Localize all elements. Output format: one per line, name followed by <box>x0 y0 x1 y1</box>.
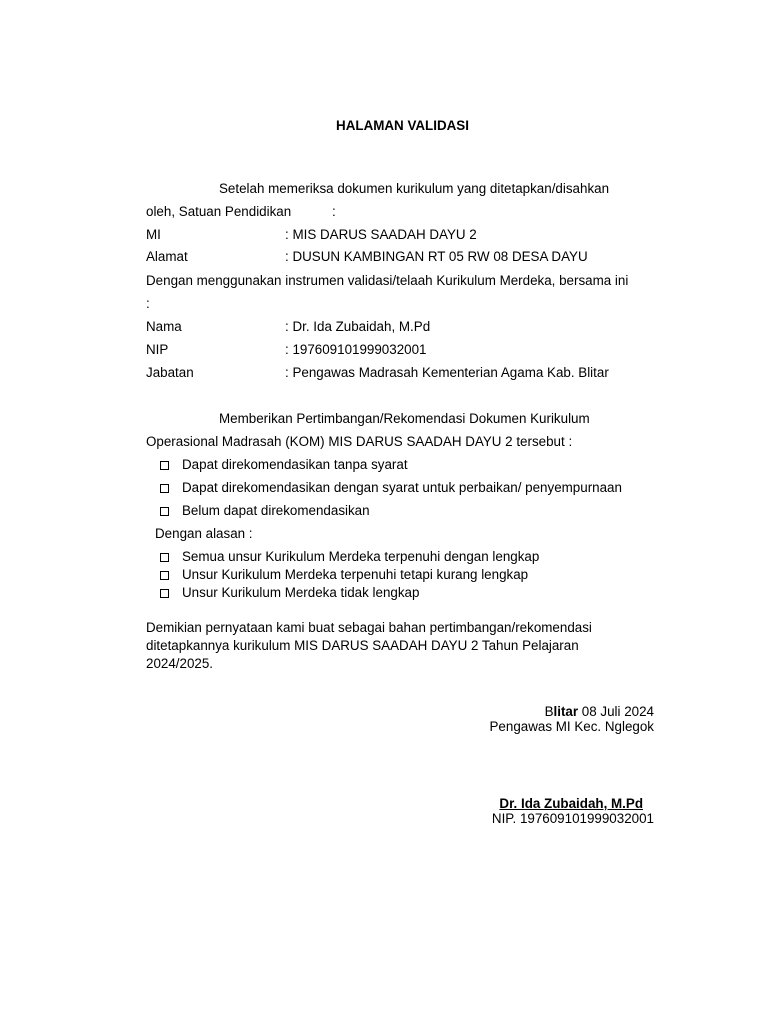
recommendation-option[interactable] <box>160 457 408 473</box>
recommendation-option[interactable] <box>160 503 370 519</box>
signature-date: 08 Juli 2024 <box>578 704 654 719</box>
checkbox-icon[interactable] <box>160 484 169 493</box>
reason-option[interactable] <box>160 549 539 565</box>
intro-line-1: Setelah memeriksa dokumen kurikulum yang ditetapkan/disahkan <box>219 181 610 196</box>
intro-line-2-label: oleh, Satuan Pendidikan <box>146 204 292 219</box>
reasons-label: Dengan alasan : <box>155 526 253 541</box>
recommendation-option-label: Dapat direkomendasikan dengan syarat untuk perbaikan/ penyempurnaan <box>182 480 622 495</box>
closing-line-1: Demikian pernyataan kami buat sebagai bahan pertimbangan/rekomendasi <box>146 620 592 635</box>
school-value-address: : DUSUN KAMBINGAN RT 05 RW 08 DESA DAYU <box>285 249 588 264</box>
school-label-mi: MI <box>146 227 161 242</box>
signature-name: Dr. Ida Zubaidah, M.Pd <box>499 796 643 811</box>
instrument-line-2: : <box>146 296 150 311</box>
signature-nip: NIP. 197609101999032001 <box>491 811 654 826</box>
validator-value-position: : Pengawas Madrasah Kementerian Agama Kab. Blitar <box>285 365 609 380</box>
signature-place-rest: litar <box>553 704 579 719</box>
checkbox-icon[interactable] <box>160 571 169 580</box>
school-value-mi: : MIS DARUS SAADAH DAYU 2 <box>285 227 477 242</box>
validator-value-nip: : 197609101999032001 <box>285 342 427 357</box>
recommendation-option-label: Dapat direkomendasikan tanpa syarat <box>182 457 408 472</box>
reason-option[interactable] <box>160 567 528 583</box>
recommendation-line-1: Memberikan Pertimbangan/Rekomendasi Dokumen Kurikulum <box>219 411 590 426</box>
closing-line-2: ditetapkannya kurikulum MIS DARUS SAADAH DAYU 2 Tahun Pelajaran <box>146 638 579 653</box>
instrument-line-1: Dengan menggunakan instrumen validasi/telaah Kurikulum Merdeka, bersama ini <box>146 273 629 288</box>
checkbox-icon[interactable] <box>160 553 169 562</box>
page-title: HALAMAN VALIDASI <box>336 118 469 133</box>
checkbox-icon[interactable] <box>160 589 169 598</box>
checkbox-icon[interactable] <box>160 461 169 470</box>
closing-line-3: 2024/2025. <box>146 656 214 671</box>
recommendation-option-label: Belum dapat direkomendasikan <box>182 503 370 518</box>
checkbox-icon[interactable] <box>160 507 169 516</box>
reason-option[interactable] <box>160 585 419 601</box>
signature-role: Pengawas MI Kec. Nglegok <box>489 719 654 734</box>
validator-label-position: Jabatan <box>146 365 194 380</box>
reason-option-label: Unsur Kurikulum Merdeka tidak lengkap <box>182 585 420 600</box>
signature-place-date <box>440 704 654 720</box>
reason-option-label: Unsur Kurikulum Merdeka terpenuhi tetapi kurang lengkap <box>182 567 529 582</box>
reason-option-label: Semua unsur Kurikulum Merdeka terpenuhi dengan lengkap <box>182 549 540 564</box>
intro-line-2-colon: : <box>332 204 336 219</box>
validator-value-name: : Dr. Ida Zubaidah, M.Pd <box>285 319 431 334</box>
recommendation-option[interactable] <box>160 480 622 496</box>
validator-label-nip: NIP <box>146 342 169 357</box>
recommendation-line-2: Operasional Madrasah (KOM) MIS DARUS SAADAH DAYU 2 tersebut : <box>146 434 573 449</box>
signature-place-initial: B <box>544 704 554 719</box>
school-label-address: Alamat <box>146 249 188 264</box>
validator-label-name: Nama <box>146 319 182 334</box>
